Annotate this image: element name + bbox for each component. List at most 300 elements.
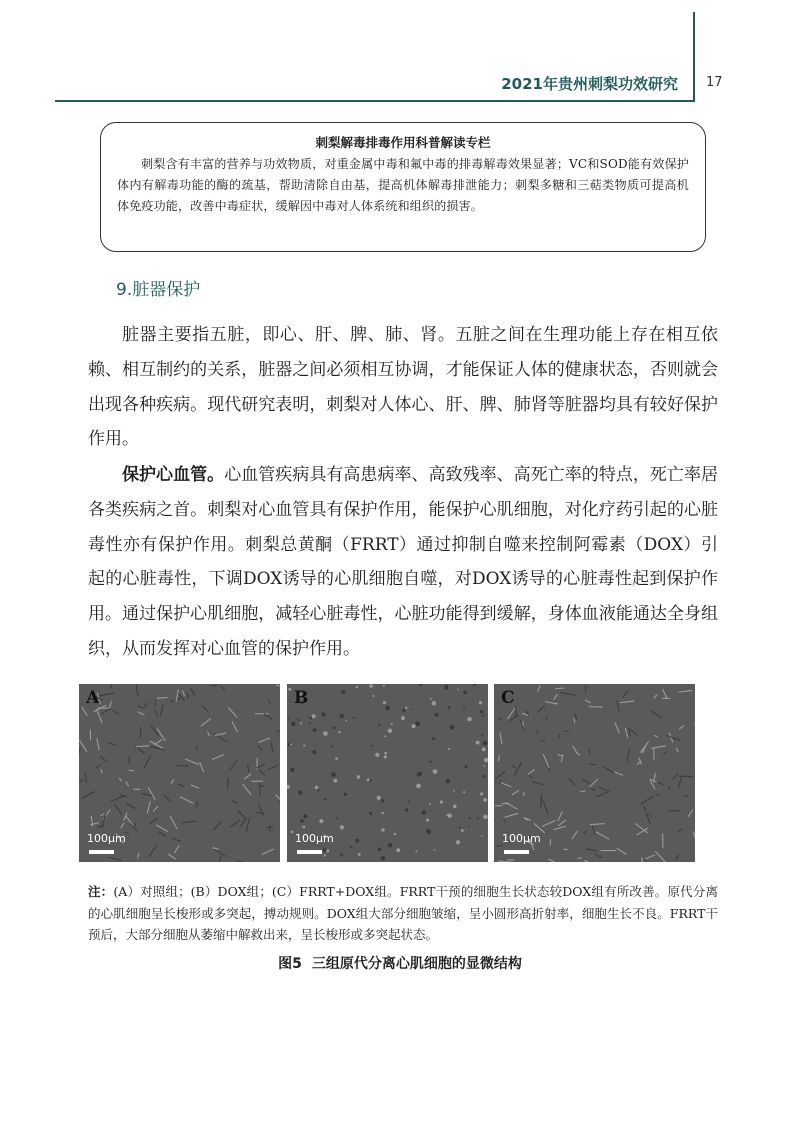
cell-speck <box>512 766 516 769</box>
cell-speck <box>467 717 472 722</box>
cell-speck <box>435 713 439 717</box>
cell-speck <box>101 708 111 715</box>
cell-speck <box>446 814 448 816</box>
cell-speck <box>476 741 480 745</box>
cell-speck <box>321 712 325 716</box>
cell-speck <box>383 685 385 687</box>
cell-speck <box>207 732 209 736</box>
section-heading: 9.脏器保护 <box>116 280 201 300</box>
scale-bar <box>89 850 114 854</box>
cell-speck <box>172 838 181 841</box>
panel-letter: C <box>501 688 515 708</box>
cell-speck <box>381 812 383 814</box>
scale-bar-label: 100μm <box>295 832 334 845</box>
cell-speck <box>622 691 628 698</box>
cell-speck <box>150 818 158 824</box>
cell-speck <box>645 855 655 859</box>
cell-speck <box>459 827 461 829</box>
cell-speck <box>498 755 499 761</box>
cell-speck <box>356 686 358 688</box>
cell-speck <box>378 724 380 726</box>
cell-speck <box>372 695 374 697</box>
cell-speck <box>684 796 688 797</box>
cell-speck <box>558 811 562 821</box>
cell-speck <box>138 712 145 715</box>
cell-speck <box>311 714 315 718</box>
figure-note <box>88 881 718 946</box>
cell-speck <box>384 735 386 737</box>
cell-speck <box>221 686 225 690</box>
cell-speck <box>415 721 420 726</box>
cell-speck <box>108 857 121 861</box>
cell-speck <box>620 701 634 703</box>
cell-speck <box>614 772 623 775</box>
cell-speck <box>650 710 661 717</box>
cell-speck <box>463 791 465 793</box>
cell-speck <box>426 828 428 830</box>
cell-speck <box>97 738 100 750</box>
figure-note-text: (A）对照组；(B）DOX组；(C）FRRT+DOX组。FRRT干预的细胞生长状态较DOX组有所改善。原代分离的心肌细胞呈长梭形或多突起，搏动规则。DOX组大部分细胞皱缩，呈小圆形高折射率，细胞生长不良。FRRT干预后，大部分细胞从萎缩中解救出来，呈长梭形或多突起状态。 <box>88 884 718 942</box>
cell-speck <box>453 790 455 792</box>
cell-speck <box>157 697 168 698</box>
cell-speck <box>229 760 237 771</box>
cell-speck <box>119 778 121 782</box>
cell-speck <box>257 768 265 776</box>
cell-speck <box>693 832 695 843</box>
cell-speck <box>377 796 381 800</box>
cell-speck <box>473 684 476 686</box>
cell-speck <box>171 698 181 702</box>
cell-speck <box>258 745 263 750</box>
cell-speck <box>500 732 502 744</box>
cell-speck <box>178 784 184 786</box>
cell-speck <box>237 860 246 862</box>
cell-speck <box>591 789 596 790</box>
cell-speck <box>264 714 272 720</box>
cell-speck <box>303 814 307 818</box>
cell-speck <box>100 756 107 762</box>
cell-speck <box>538 685 541 691</box>
cell-speck <box>560 692 575 695</box>
cell-speck <box>344 793 347 796</box>
cell-speck <box>678 775 682 788</box>
cell-speck <box>287 785 290 789</box>
cell-speck <box>182 690 184 696</box>
cell-speck <box>651 746 666 748</box>
cell-speck <box>391 723 393 725</box>
cell-speck <box>79 748 80 757</box>
cell-speck <box>148 787 155 800</box>
cell-speck <box>447 813 452 818</box>
cell-speck <box>481 734 483 736</box>
cell-speck <box>228 707 237 717</box>
cell-speck <box>213 821 221 830</box>
cell-speck <box>617 848 627 854</box>
cell-speck <box>536 731 539 735</box>
cell-speck <box>430 698 432 700</box>
figure-caption-text: 三组原代分离心肌细胞的显微结构 <box>311 956 522 972</box>
cell-speck <box>212 755 224 760</box>
cell-speck <box>654 694 657 698</box>
cell-speck <box>180 797 193 804</box>
paragraph-cardiovascular-text: 心血管疾病具有高患病率、高致残率、高死亡率的特点，死亡率居各类疾病之首。刺梨对心血管具有保护作用，能保护心肌细胞，对化疗药引起的心脏毒性亦有保护作用。刺梨总黄酮（FRRT）通过抑制自噬来控制阿霉素（DOX）引起的心脏毒性，下调DOX诱导的心肌细胞自噬，对DOX诱导的心脏毒性起到保护作用。通过保护心肌细胞，减轻心脏毒性，心脏功能得到缓解，身体血液能通达全身组织，从而发挥对心血管的保护作用。 <box>88 465 719 659</box>
cell-speck <box>675 855 679 860</box>
cell-speck <box>381 856 386 861</box>
scale-bar-label: 100μm <box>502 832 541 845</box>
cell-speck <box>174 845 179 853</box>
cell-speck <box>655 851 665 862</box>
cell-speck <box>584 860 595 862</box>
cell-speck <box>136 684 138 697</box>
cell-speck <box>429 803 431 805</box>
cell-speck <box>482 715 484 717</box>
cell-speck <box>319 819 323 823</box>
cell-speck <box>453 804 457 808</box>
cell-speck <box>290 743 292 745</box>
cell-speck <box>641 796 654 804</box>
cell-speck <box>388 843 393 848</box>
cell-speck <box>340 853 343 856</box>
cell-speck <box>678 690 692 692</box>
cell-speck <box>384 752 387 755</box>
cell-speck <box>596 791 609 797</box>
cell-speck <box>640 741 648 752</box>
cell-speck <box>503 819 506 822</box>
cell-speck <box>315 786 318 789</box>
cell-speck <box>595 854 602 857</box>
cell-speck <box>515 762 522 776</box>
cell-speck <box>375 753 379 757</box>
cell-speck <box>558 820 566 826</box>
cell-speck <box>405 707 407 709</box>
cell-speck <box>483 815 488 820</box>
panel-letter: A <box>86 688 100 708</box>
cell-speck <box>499 780 501 784</box>
cell-speck <box>230 820 240 827</box>
cell-speck <box>445 779 449 783</box>
cell-speck <box>592 826 594 835</box>
cell-speck <box>537 706 545 713</box>
cell-speck <box>96 765 99 768</box>
cell-speck <box>494 819 495 821</box>
cell-speck <box>456 840 460 844</box>
cell-speck <box>302 826 305 829</box>
cell-speck <box>457 689 459 691</box>
cell-speck <box>504 813 518 817</box>
paragraph-cardiovascular <box>88 458 718 667</box>
cell-speck <box>109 701 111 709</box>
cell-speck <box>149 845 157 857</box>
cell-speck <box>483 741 488 746</box>
cell-speck <box>97 709 103 723</box>
cell-speck <box>625 728 627 738</box>
cell-speck <box>483 775 486 778</box>
cell-speck <box>271 742 273 752</box>
cell-speck <box>126 804 135 809</box>
cell-speck <box>577 858 581 859</box>
cell-speck <box>358 853 361 856</box>
cell-speck <box>158 832 165 836</box>
cell-speck <box>543 800 548 814</box>
cell-speck <box>541 740 545 742</box>
panel-letter: B <box>294 688 309 708</box>
cell-speck <box>101 769 102 773</box>
science-callout-box <box>100 122 706 252</box>
cell-speck <box>401 716 405 720</box>
cell-speck <box>381 828 384 831</box>
cell-speck <box>477 818 479 820</box>
cell-speck <box>196 745 198 750</box>
cell-speck <box>679 726 684 730</box>
cell-speck <box>241 817 247 826</box>
cell-speck <box>533 782 544 785</box>
cell-speck <box>129 770 134 771</box>
cell-speck <box>333 779 337 783</box>
cell-speck <box>170 816 177 829</box>
cell-speck <box>558 754 562 755</box>
cell-speck <box>546 717 547 721</box>
cell-speck <box>260 783 261 796</box>
cell-speck <box>248 764 249 771</box>
cell-speck <box>338 731 340 733</box>
cell-speck <box>110 684 112 689</box>
cell-speck <box>171 779 174 783</box>
cell-speck <box>650 780 655 789</box>
cell-speck <box>82 707 87 716</box>
cell-speck <box>563 731 569 732</box>
cell-speck <box>79 740 87 752</box>
cell-speck <box>303 745 305 747</box>
cell-speck <box>615 722 619 733</box>
cell-speck <box>121 823 125 828</box>
cell-speck <box>464 765 467 768</box>
cell-speck <box>663 751 667 754</box>
cell-speck <box>324 798 326 800</box>
cell-speck <box>498 861 512 862</box>
cell-speck <box>155 710 158 716</box>
cell-speck <box>267 826 274 827</box>
cell-speck <box>421 810 426 815</box>
cell-speck <box>130 823 138 831</box>
cell-speck <box>666 736 680 741</box>
cell-speck <box>576 753 580 755</box>
cell-speck <box>627 748 630 762</box>
cell-speck <box>238 810 245 818</box>
cell-speck <box>81 791 95 798</box>
cell-speck <box>277 731 280 733</box>
cell-speck <box>232 721 238 732</box>
cell-speck <box>99 693 114 696</box>
cell-speck <box>201 719 211 727</box>
cell-speck <box>154 740 162 745</box>
scale-bar <box>504 850 529 854</box>
cell-speck <box>388 729 392 733</box>
cell-speck <box>370 779 372 781</box>
cell-speck <box>523 792 524 796</box>
cell-speck <box>300 722 302 724</box>
cell-speck <box>433 769 438 774</box>
scale-bar <box>297 850 322 854</box>
cell-speck <box>461 829 464 832</box>
cell-speck <box>276 795 280 800</box>
cell-speck <box>617 701 619 712</box>
cell-speck <box>278 801 280 807</box>
cell-speck <box>574 718 575 723</box>
cell-speck <box>589 749 590 754</box>
cell-speck <box>190 688 194 695</box>
cell-speck <box>402 709 405 712</box>
cell-speck <box>141 794 152 796</box>
cell-speck <box>396 848 400 852</box>
cell-speck <box>654 735 658 737</box>
cell-speck <box>484 758 488 763</box>
cell-speck <box>555 688 564 689</box>
cell-speck <box>629 730 630 736</box>
cell-speck <box>150 725 158 736</box>
cell-speck <box>336 817 338 819</box>
cell-speck <box>137 853 139 858</box>
paragraph-lead-term: 保护心血管。 <box>122 465 225 485</box>
cell-speck <box>583 831 586 834</box>
cell-speck <box>463 691 467 695</box>
cell-speck <box>355 839 359 843</box>
cell-speck <box>323 731 328 736</box>
cell-speck <box>480 710 483 713</box>
cell-speck <box>188 693 189 699</box>
cell-speck <box>383 701 386 704</box>
cell-speck <box>429 761 431 763</box>
cell-speck <box>126 781 129 786</box>
cell-speck <box>419 772 423 776</box>
cell-speck <box>378 847 382 851</box>
cell-speck <box>548 859 562 862</box>
cell-speck <box>97 825 104 827</box>
cell-speck <box>371 745 373 747</box>
cell-speck <box>136 746 150 747</box>
cell-speck <box>575 714 576 721</box>
cell-speck <box>331 772 336 777</box>
cell-speck <box>140 727 141 738</box>
cell-speck <box>481 835 483 837</box>
cell-speck <box>185 759 199 764</box>
cell-speck <box>156 825 168 832</box>
cell-speck <box>688 810 693 817</box>
cell-speck <box>434 849 436 851</box>
cell-speck <box>528 769 534 774</box>
cell-speck <box>290 768 294 772</box>
running-header-title: 2021年贵州刺梨功效研究 <box>501 75 678 93</box>
cell-speck <box>596 832 609 840</box>
cell-speck <box>656 794 660 795</box>
cell-speck <box>244 774 251 779</box>
cell-speck <box>669 786 670 790</box>
cell-speck <box>291 721 296 726</box>
cell-speck <box>510 715 518 721</box>
callout-body: 刺梨含有丰富的营养与功效物质，对重金属中毒和氟中毒的排毒解毒效果显著；VC和SOD能有效保护体内有解毒功能的酶的巯基，帮助清除自由基，提高机体解毒排泄能力；刺梨多糖和三萜类物质可提高机体免疫功能，改善中毒症状，缓解因中毒对人体系统和组织的损害。 <box>117 157 689 213</box>
cell-speck <box>232 800 238 803</box>
cell-speck <box>676 748 678 752</box>
cell-speck <box>317 790 319 792</box>
cell-speck <box>331 745 333 747</box>
cell-speck <box>309 722 311 724</box>
cell-speck <box>340 825 344 829</box>
cell-speck <box>323 848 327 852</box>
cell-speck <box>394 833 396 835</box>
cell-speck <box>673 774 679 779</box>
cell-speck <box>663 689 667 698</box>
cell-speck <box>432 701 436 705</box>
cell-speck <box>482 747 486 751</box>
cell-speck <box>468 826 470 828</box>
figure-note-head: 注： <box>88 884 114 899</box>
cell-speck <box>79 780 83 787</box>
cell-speck <box>419 684 422 686</box>
cell-speck <box>586 849 597 851</box>
cell-speck <box>599 787 607 790</box>
cell-speck <box>333 726 336 729</box>
cell-speck <box>335 757 338 760</box>
cell-speck <box>288 718 290 720</box>
cell-speck <box>290 831 293 834</box>
cell-speck <box>144 756 151 769</box>
page-number: 17 <box>706 75 723 90</box>
cell-speck <box>138 706 144 708</box>
cell-speck <box>259 738 270 742</box>
cell-speck <box>300 819 304 823</box>
cell-speck <box>440 800 443 803</box>
cell-speck <box>677 828 682 833</box>
figure-caption-label: 图5 <box>278 956 302 972</box>
cell-speck <box>312 750 316 754</box>
cell-speck <box>408 801 410 803</box>
cell-speck <box>444 685 448 689</box>
cell-speck <box>85 772 87 782</box>
figure-caption <box>0 953 800 973</box>
cell-speck <box>554 694 558 699</box>
cell-speck <box>483 798 487 802</box>
cell-speck <box>297 719 299 721</box>
cell-speck <box>590 824 605 825</box>
cell-speck <box>644 806 646 811</box>
cell-speck <box>582 779 591 784</box>
micrograph-panel-c <box>494 684 695 862</box>
cell-speck <box>416 784 421 789</box>
cell-speck <box>111 796 125 801</box>
scale-bar-label: 100μm <box>87 832 126 845</box>
micrograph-panel-a <box>79 684 280 862</box>
cell-speck <box>202 705 209 712</box>
cell-speck <box>572 831 578 839</box>
cell-speck <box>542 821 555 827</box>
cell-speck <box>350 846 352 848</box>
cell-speck <box>200 762 204 772</box>
cell-speck <box>147 801 150 814</box>
cell-speck <box>432 737 435 740</box>
header-rule <box>55 100 695 102</box>
cell-speck <box>498 718 502 720</box>
cell-speck <box>353 717 355 719</box>
cell-speck <box>469 817 471 819</box>
cell-speck <box>215 733 226 736</box>
cell-speck <box>635 823 648 832</box>
header-divider-vertical <box>693 12 695 100</box>
cell-speck <box>109 743 116 746</box>
cell-speck <box>569 778 576 785</box>
cell-speck <box>495 772 505 780</box>
cell-speck <box>269 827 270 832</box>
cell-speck <box>288 688 291 691</box>
cell-speck <box>246 818 249 833</box>
